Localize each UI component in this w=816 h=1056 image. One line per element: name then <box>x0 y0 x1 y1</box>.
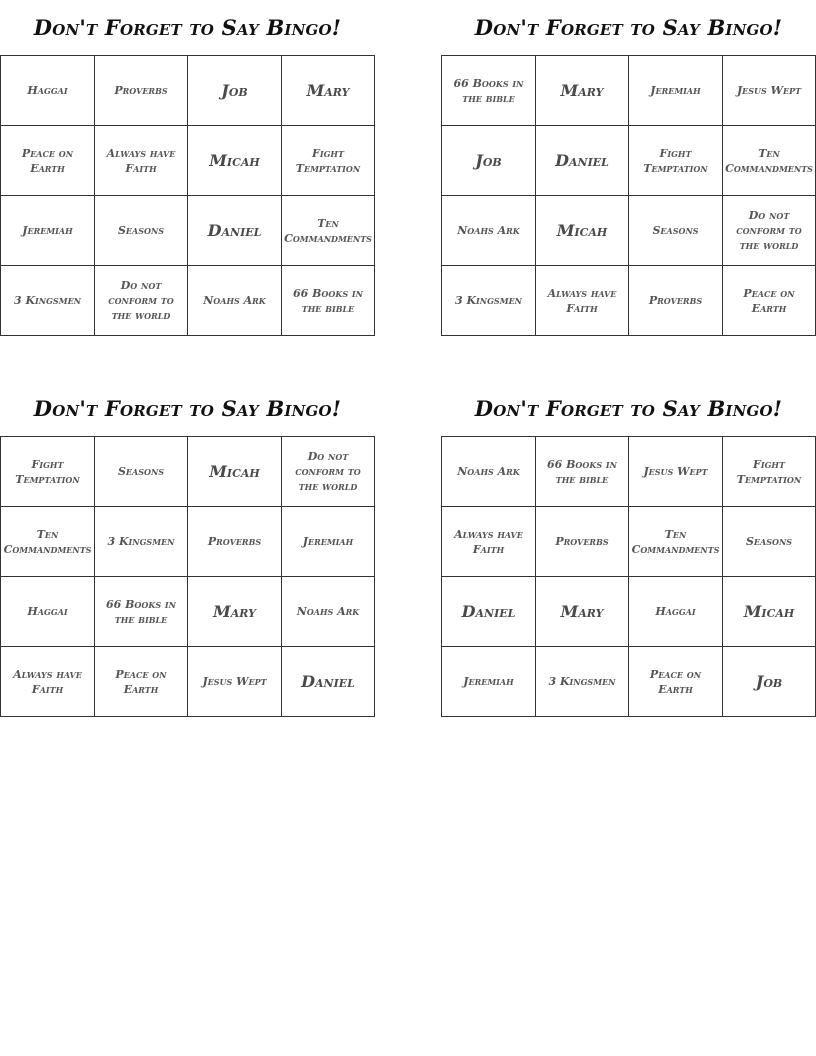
bingo-cell: Jesus Wept <box>723 56 815 126</box>
bingo-cell: Ten Commandments <box>629 507 723 577</box>
bingo-cell: Jeremiah <box>282 507 374 577</box>
bingo-cell: Fight Temptation <box>629 126 723 196</box>
bingo-cell: Always have Faith <box>536 266 629 335</box>
bingo-cell: Job <box>188 56 282 126</box>
bingo-cell: Daniel <box>442 577 536 647</box>
bingo-grid <box>441 55 816 336</box>
bingo-cell: Fight Temptation <box>1 437 95 507</box>
bingo-cell: Peace on Earth <box>1 126 95 196</box>
bingo-cell: Job <box>755 671 783 691</box>
bingo-cell: Noahs Ark <box>442 437 536 507</box>
bingo-cell: Micah <box>188 437 282 507</box>
bingo-cell: Daniel <box>188 196 282 266</box>
bingo-cell: Ten Commandments <box>282 196 374 266</box>
bingo-cell: Do not conform to the world <box>282 437 374 507</box>
bingo-cell: Jeremiah <box>1 196 95 266</box>
bingo-cell: 3 Kingsmen <box>95 507 188 577</box>
bingo-cell: Do not conform to the world <box>95 266 188 335</box>
bingo-cell: 66 Books in the bible <box>536 437 629 507</box>
bingo-cell: Mary <box>536 577 629 647</box>
bingo-cell: Micah <box>188 126 282 196</box>
bingo-cell: Seasons <box>629 196 723 266</box>
bingo-cell: Jesus Wept <box>188 647 282 716</box>
bingo-cell: Haggai <box>629 577 723 647</box>
card-title: Don't Forget to Say Bingo! <box>33 15 342 40</box>
bingo-cell: Noahs Ark <box>282 577 374 647</box>
card-title: Don't Forget to Say Bingo! <box>474 396 783 421</box>
bingo-cell: Always have Faith <box>1 647 95 716</box>
bingo-grid <box>0 55 375 336</box>
bingo-cell: Proverbs <box>95 56 188 126</box>
card-title: Don't Forget to Say Bingo! <box>474 15 783 40</box>
bingo-cell: Proverbs <box>536 507 629 577</box>
bingo-cell: Jeremiah <box>629 56 723 126</box>
bingo-cell: Daniel <box>301 671 355 691</box>
bingo-cell: Job <box>442 126 536 196</box>
bingo-cell: 66 Books in the bible <box>442 56 536 126</box>
bingo-cell: 66 Books in the bible <box>95 577 188 647</box>
bingo-cell: Seasons <box>95 437 188 507</box>
bingo-cell: Peace on Earth <box>629 647 723 716</box>
bingo-cell: Mary <box>536 56 629 126</box>
bingo-cell: Fight Temptation <box>723 437 815 507</box>
bingo-cell: 3 Kingsmen <box>1 266 95 335</box>
bingo-cell: Mary <box>282 56 374 126</box>
bingo-cell: Haggai <box>1 577 95 647</box>
bingo-cell: Micah <box>723 577 815 647</box>
bingo-cell: Always have Faith <box>95 126 188 196</box>
bingo-cell: Fight Temptation <box>282 126 374 196</box>
bingo-cell: Peace on Earth <box>95 647 188 716</box>
bingo-cell: Micah <box>536 196 629 266</box>
bingo-cell: Ten Commandments <box>1 507 95 577</box>
bingo-cell: Proverbs <box>188 507 282 577</box>
bingo-cell: Ten Commandments <box>723 126 815 196</box>
bingo-cell: Jeremiah <box>442 647 536 716</box>
bingo-cell: 3 Kingsmen <box>442 266 536 335</box>
bingo-cell: Noahs Ark <box>188 266 282 335</box>
bingo-cell: 66 Books in the bible <box>293 286 363 315</box>
bingo-grid <box>0 436 375 717</box>
bingo-cell: Peace on Earth <box>743 286 795 315</box>
bingo-cell: Seasons <box>95 196 188 266</box>
bingo-cell: Do not conform to the world <box>723 196 815 266</box>
bingo-cell: Haggai <box>1 56 95 126</box>
bingo-cell: Jesus Wept <box>629 437 723 507</box>
bingo-cell: 3 Kingsmen <box>536 647 629 716</box>
bingo-grid <box>441 436 816 717</box>
bingo-cell: Noahs Ark <box>442 196 536 266</box>
card-title: Don't Forget to Say Bingo! <box>33 396 342 421</box>
bingo-cell: Mary <box>188 577 282 647</box>
bingo-cell: Always have Faith <box>442 507 536 577</box>
bingo-cell: Proverbs <box>629 266 723 335</box>
bingo-cell: Seasons <box>723 507 815 577</box>
bingo-cell: Daniel <box>536 126 629 196</box>
